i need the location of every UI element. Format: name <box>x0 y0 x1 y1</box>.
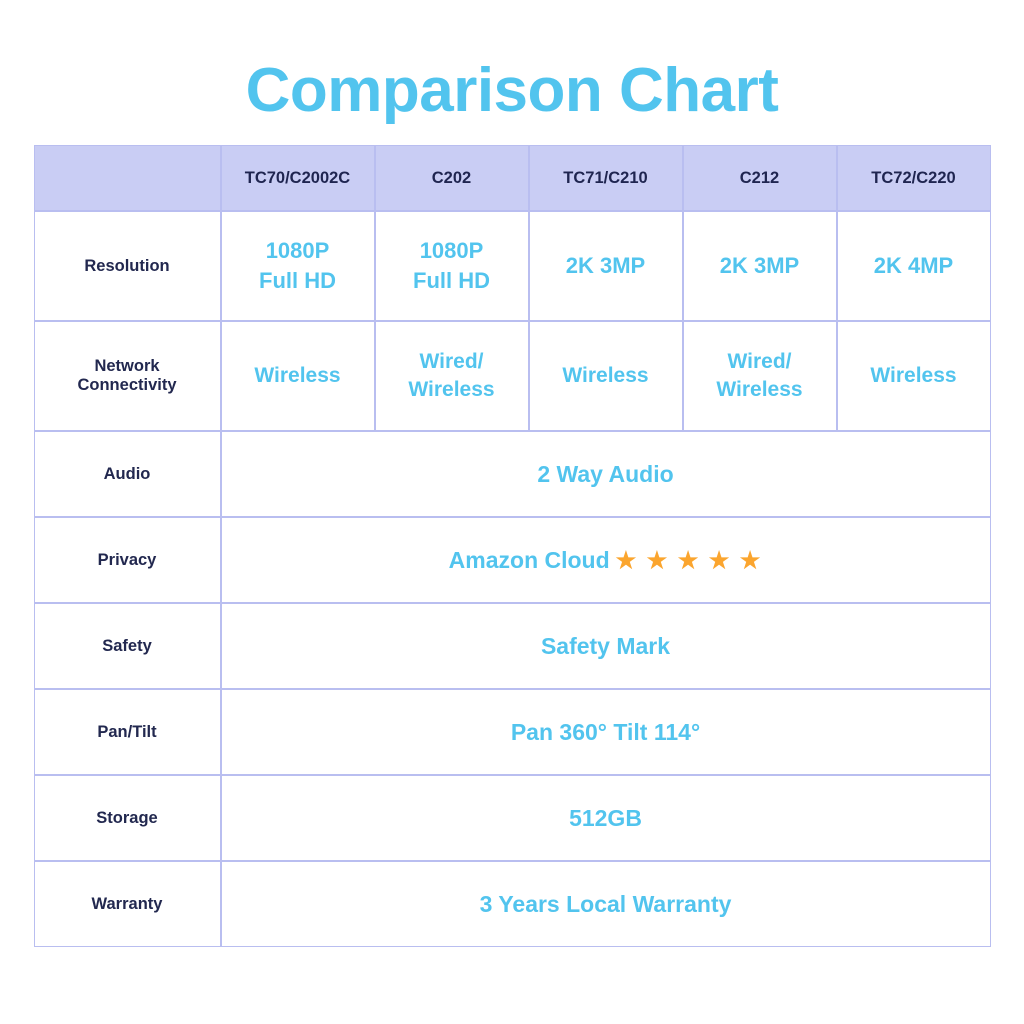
column-header-tc71-c210: TC71/C210 <box>529 145 683 211</box>
cell-line: 2K 4MP <box>873 253 954 279</box>
table-body <box>34 211 991 947</box>
row-label-line: Network <box>94 357 160 376</box>
cell-line: Wireless <box>408 378 495 402</box>
table-row-safety <box>34 603 991 689</box>
row-label-safety: Safety <box>34 603 221 689</box>
table-header-row <box>34 145 991 211</box>
cell-pan-tilt-all: Pan 360° Tilt 114° <box>221 689 991 775</box>
table-corner-cell <box>34 145 221 211</box>
cell-line: Wired/ <box>419 349 484 373</box>
privacy-label: Amazon Cloud <box>448 546 610 573</box>
page-title: Comparison Chart <box>245 56 779 125</box>
cell-resolution-c212 <box>683 211 837 321</box>
cell-network-tc72 <box>837 321 991 431</box>
cell-line: 2K 3MP <box>719 253 800 279</box>
cell-resolution-tc72 <box>837 211 991 321</box>
row-label-network-connectivity <box>34 321 221 431</box>
cell-line: 1080P <box>265 238 330 264</box>
cell-line: Full HD <box>413 268 490 294</box>
table-row-audio <box>34 431 991 517</box>
row-label-privacy: Privacy <box>34 517 221 603</box>
cell-storage-all: 512GB <box>221 775 991 861</box>
row-label-storage: Storage <box>34 775 221 861</box>
cell-network-tc70 <box>221 321 375 431</box>
cell-line: Wireless <box>254 363 341 387</box>
table-row-resolution <box>34 211 991 321</box>
cell-line: Wireless <box>870 363 957 387</box>
cell-resolution-tc71 <box>529 211 683 321</box>
cell-line: Wired/ <box>727 349 792 373</box>
row-label-audio: Audio <box>34 431 221 517</box>
cell-audio-all: 2 Way Audio <box>221 431 991 517</box>
table-row-storage <box>34 775 991 861</box>
row-label-resolution: Resolution <box>34 211 221 321</box>
comparison-table <box>34 145 991 947</box>
row-label-warranty: Warranty <box>34 861 221 947</box>
cell-line: Wireless <box>716 378 803 402</box>
column-header-c212: C212 <box>683 145 837 211</box>
row-label-pan-tilt: Pan/Tilt <box>34 689 221 775</box>
cell-network-c202 <box>375 321 529 431</box>
star-rating-icon: ★ ★ ★ ★ ★ <box>615 546 763 573</box>
column-header-tc72-c220: TC72/C220 <box>837 145 991 211</box>
table-header <box>34 145 991 211</box>
cell-privacy-all <box>221 517 991 603</box>
column-header-tc70-c2002c: TC70/C2002C <box>221 145 375 211</box>
cell-warranty-all: 3 Years Local Warranty <box>221 861 991 947</box>
privacy-content <box>449 547 763 574</box>
row-label-line: Connectivity <box>77 376 177 395</box>
cell-line: Full HD <box>259 268 336 294</box>
cell-resolution-c202 <box>375 211 529 321</box>
cell-network-tc71 <box>529 321 683 431</box>
table-row-privacy <box>34 517 991 603</box>
cell-resolution-tc70 <box>221 211 375 321</box>
column-header-c202: C202 <box>375 145 529 211</box>
cell-line: Wireless <box>562 363 649 387</box>
cell-safety-all: Safety Mark <box>221 603 991 689</box>
table-row-warranty <box>34 861 991 947</box>
cell-line: 1080P <box>419 238 484 264</box>
cell-line: 2K 3MP <box>565 253 646 279</box>
table-row-network-connectivity <box>34 321 991 431</box>
table-row-pan-tilt <box>34 689 991 775</box>
cell-network-c212 <box>683 321 837 431</box>
